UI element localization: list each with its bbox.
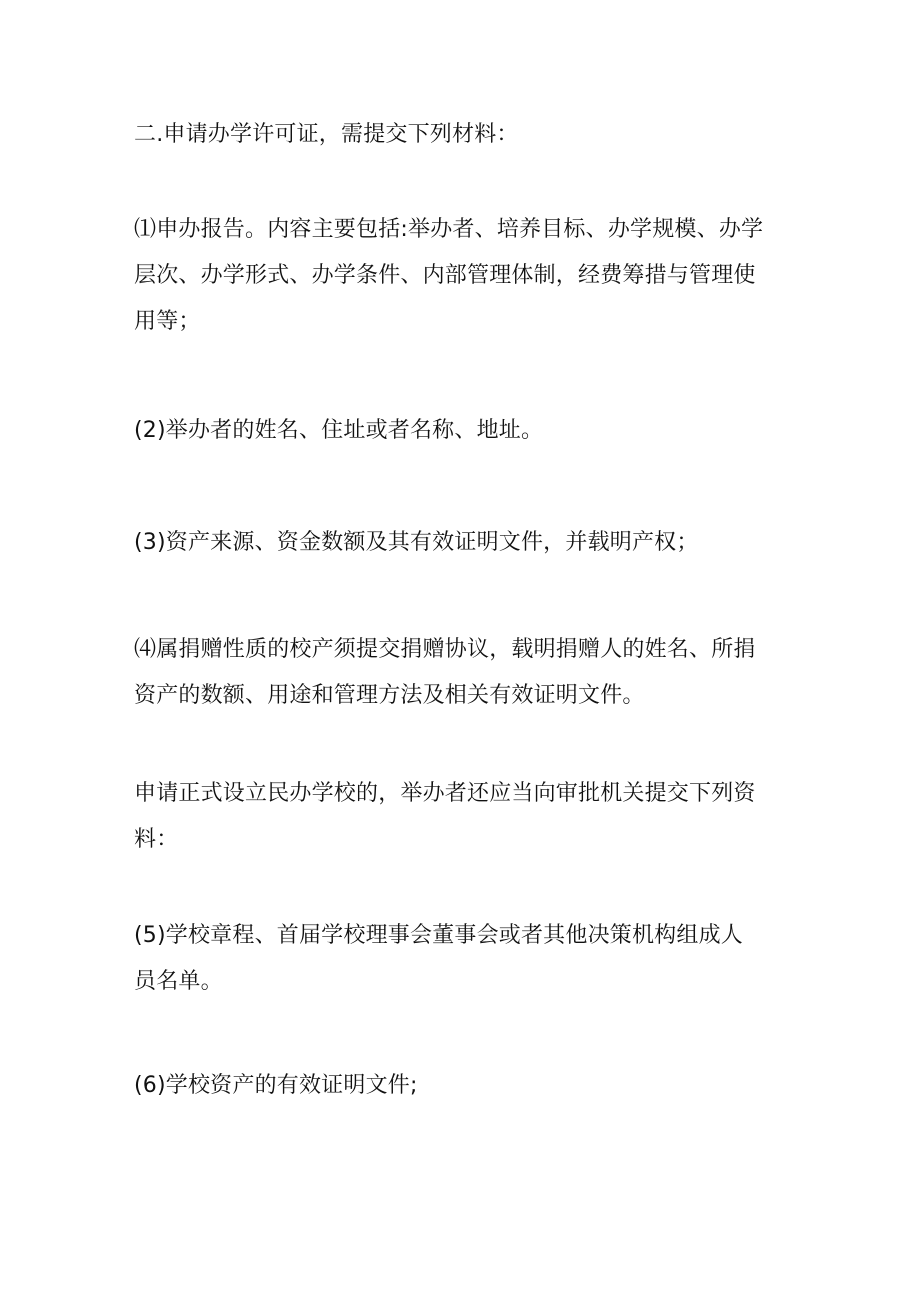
item-4-paragraph (134, 627, 794, 719)
formal-establishment-intro (134, 771, 794, 863)
item-5-line: (5)学校章程、首届学校理事会董事会或者其他决策机构组成人 (134, 923, 743, 948)
item-1-paragraph (134, 207, 794, 345)
item-4-line: 资产的数额、用途和管理方法及相关有效证明文件。 (134, 683, 645, 708)
formal-intro-line: 料： (134, 827, 179, 852)
item-1-line: ⑴申办报告。内容主要包括:举办者、培养目标、办学规模、办学 (134, 217, 764, 242)
item-6-line: (6)学校资产的有效证明文件; (134, 1073, 418, 1098)
item-1-line: 用等； (134, 309, 201, 334)
item-5-line: 员名单。 (134, 969, 223, 994)
item-2-line: (2)举办者的姓名、住址或者名称、地址。 (134, 418, 544, 443)
formal-intro-line: 申请正式设立民办学校的，举办者还应当向审批机关提交下列资 (134, 781, 756, 806)
item-3-paragraph (134, 520, 794, 566)
item-4-line: ⑷属捐赠性质的校产须提交捐赠协议，载明捐赠人的姓名、所捐 (134, 637, 756, 662)
item-1-line: 层次、办学形式、办学条件、内部管理体制，经费筹措与管理使 (134, 263, 756, 288)
item-5-paragraph (134, 913, 794, 1005)
heading-text: 二.申请办学许可证，需提交下列材料： (134, 122, 519, 147)
section-heading (134, 112, 794, 158)
item-6-paragraph (134, 1063, 794, 1109)
item-2-paragraph (134, 408, 794, 454)
item-3-line: (3)资产来源、资金数额及其有效证明文件，并载明产权； (134, 530, 699, 555)
